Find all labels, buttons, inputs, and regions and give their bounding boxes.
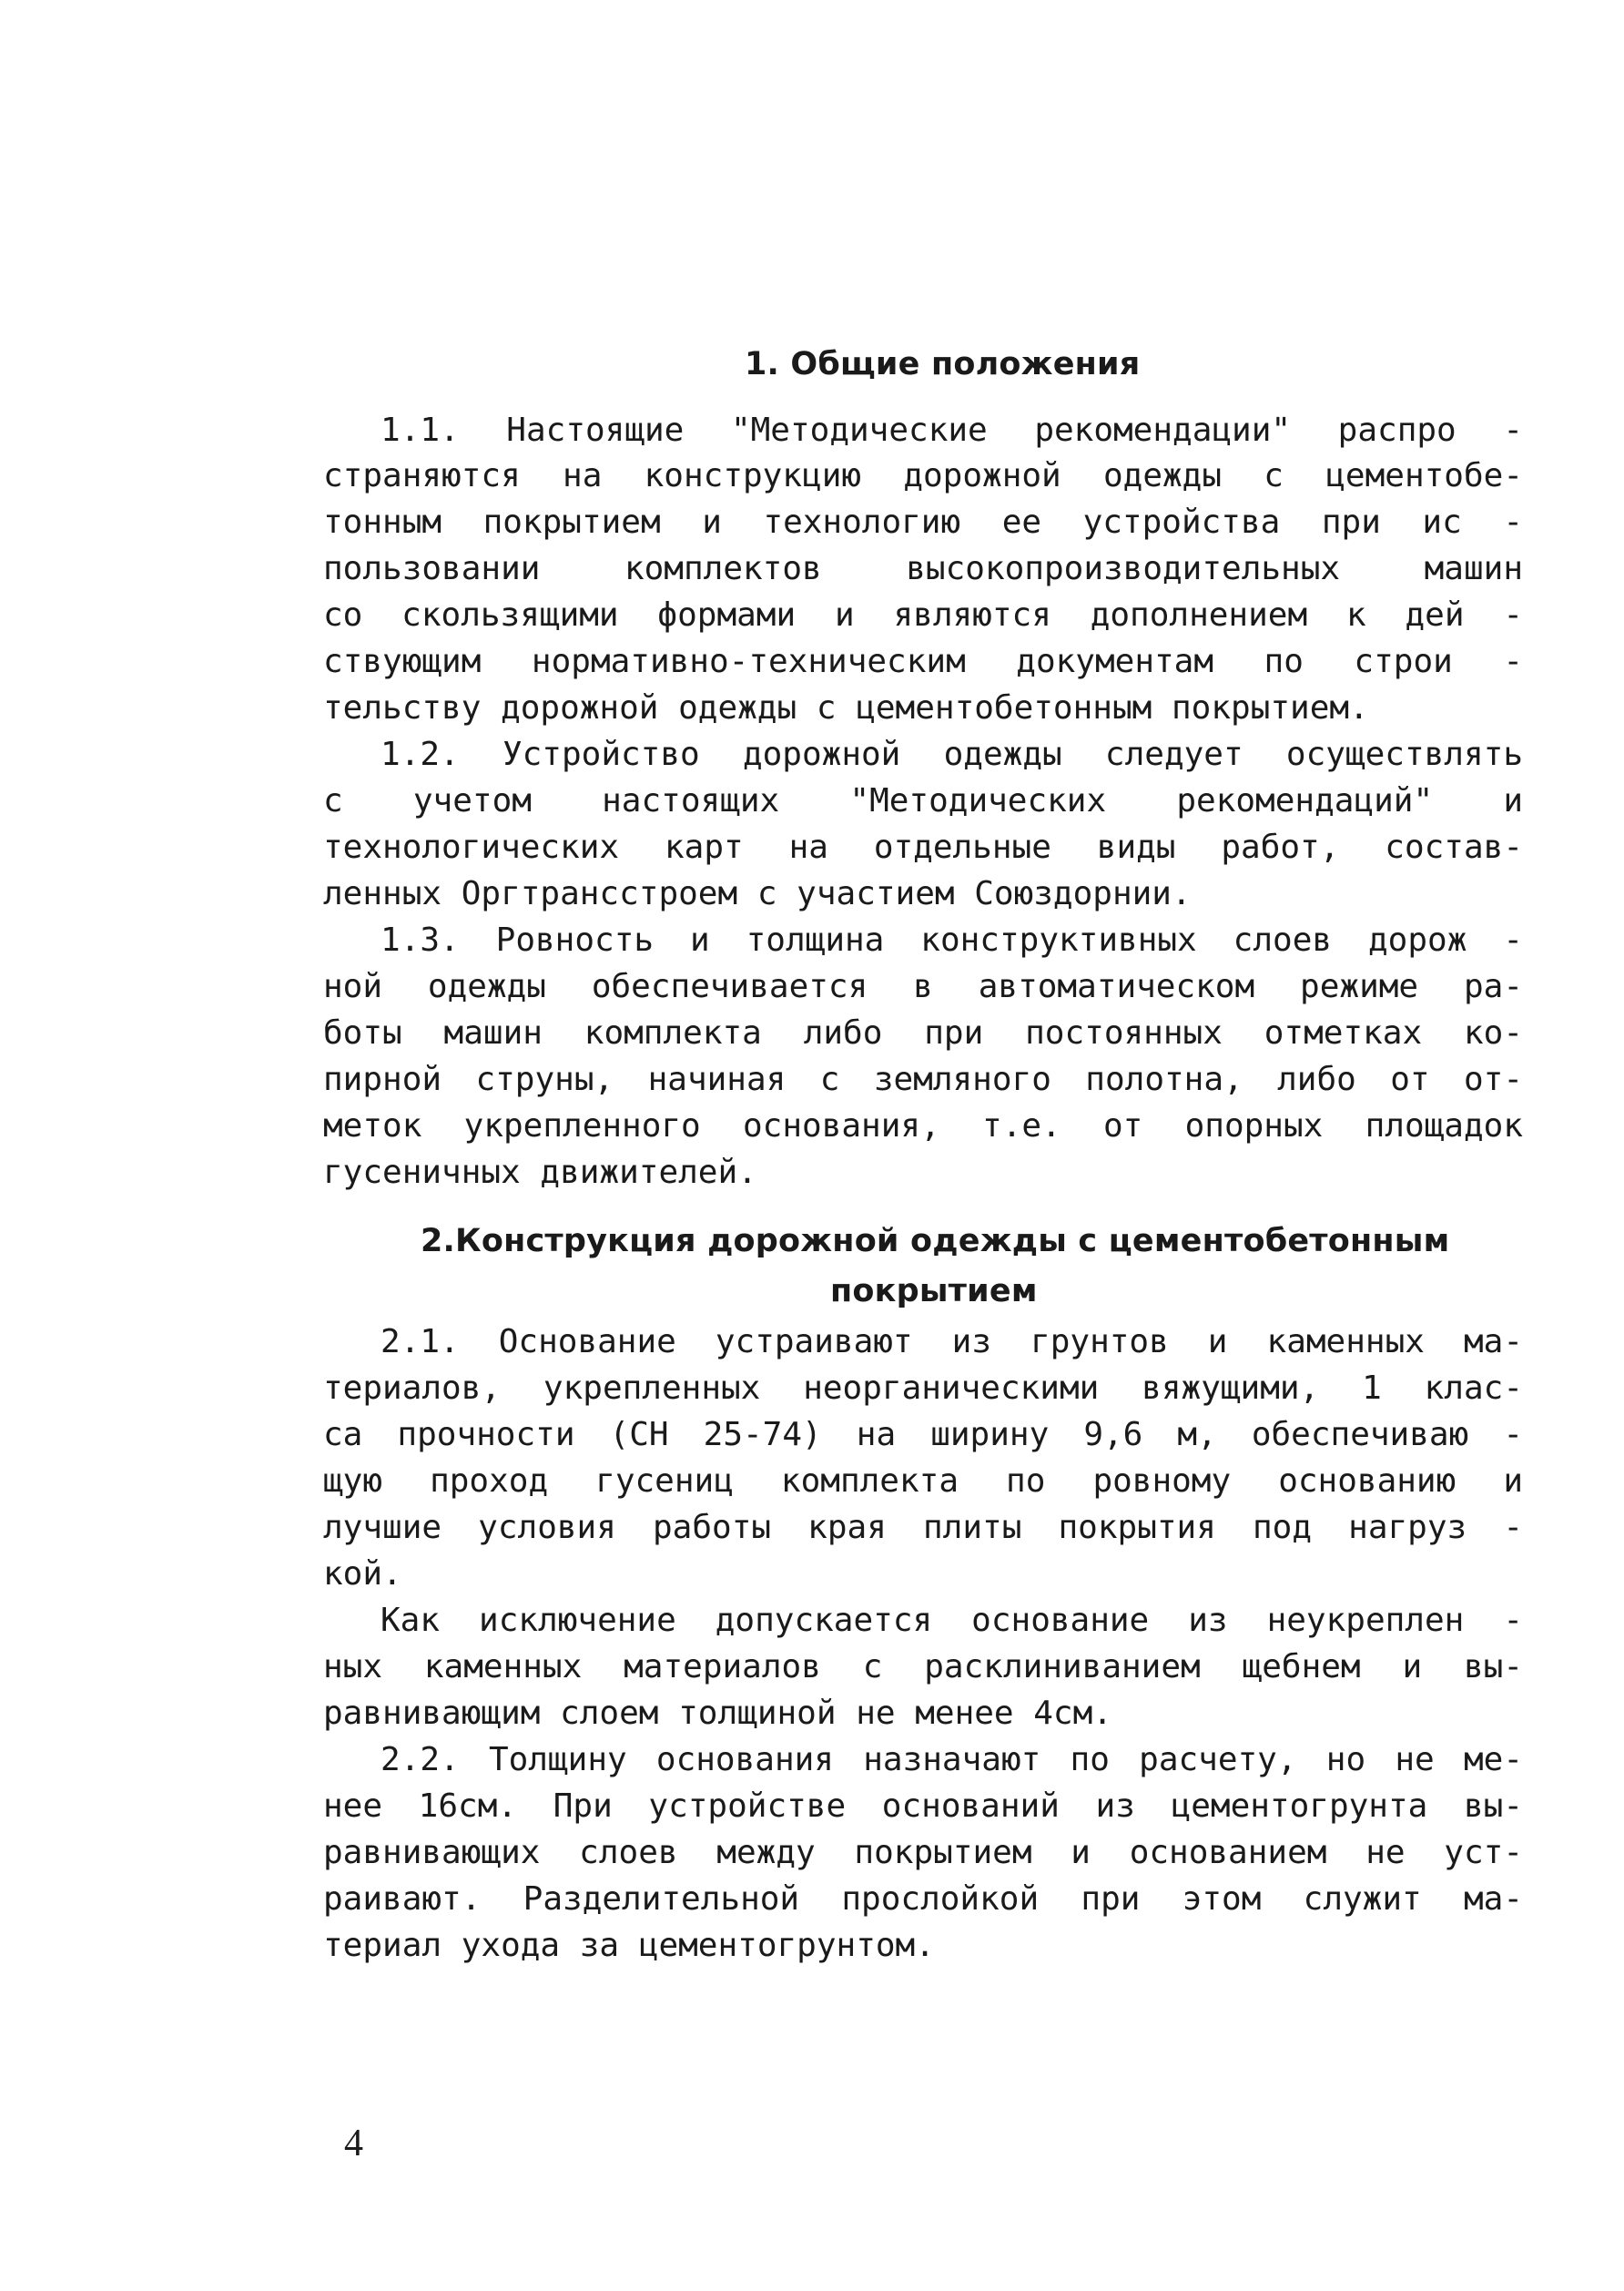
paragraph-line: боты машин комплекта либо при постоянных отметках ко- — [323, 1014, 1523, 1052]
paragraph-line: териал ухода за цементогрунтом. — [323, 1927, 935, 1964]
paragraph-line: тонным покрытием и технологию ее устройства при ис - — [323, 504, 1523, 541]
paragraph-line: кой. — [323, 1555, 402, 1593]
paragraph-line: 1.3. Ровность и толщина конструктивных слоев дорож - — [381, 921, 1523, 959]
paragraph-line: териалов, укрепленных неорганическими вяжущими, 1 клас- — [323, 1370, 1523, 1407]
paragraph-line: гусеничных движителей. — [323, 1154, 757, 1191]
paragraph-line: щую проход гусениц комплекта по ровному основанию и — [323, 1462, 1523, 1500]
paragraph-line: нее 16см. При устройстве оснований из цементогрунта вы- — [323, 1787, 1523, 1825]
paragraph-line: равнивающих слоев между покрытием и основанием не уст- — [323, 1834, 1523, 1871]
section-2-heading-continued: покрытием — [830, 1273, 1038, 1309]
paragraph-line: страняются на конструкцию дорожной одежды с цементобе- — [323, 457, 1523, 494]
paragraph-line: ленных Оргтрансстроем с участием Союздорнии. — [323, 875, 1192, 912]
paragraph-line: лучшие условия работы края плиты покрытия под нагруз - — [323, 1509, 1523, 1546]
paragraph-line: 2.1. Основание устраивают из грунтов и каменных ма- — [381, 1323, 1523, 1360]
paragraph-line: ной одежды обеспечивается в автоматическом режиме ра- — [323, 968, 1523, 1005]
paragraph-line: ных каменных материалов с расклиниванием щебнем и вы- — [323, 1648, 1523, 1685]
page-number: 4 — [344, 2123, 363, 2164]
section-1-heading: 1. Общие положения — [745, 346, 1141, 382]
paragraph-line: 1.1. Настоящие "Методические рекомендации" распро - — [381, 412, 1523, 449]
paragraph-line: Как исключение допускается основание из неукреплен - — [381, 1602, 1523, 1639]
paragraph-line: меток укрепленного основания, т.е. от опорных площадок — [323, 1107, 1523, 1145]
paragraph-line: с учетом настоящих "Методических рекомендаций" и — [323, 782, 1523, 820]
paragraph-line: пользовании комплектов высокопроизводительных машин — [323, 550, 1523, 587]
paragraph-line: равнивающим слоем толщиной не менее 4см. — [323, 1695, 1112, 1732]
paragraph-line: 1.2. Устройство дорожной одежды следует осуществлять — [381, 736, 1523, 773]
paragraph-line: со скользящими формами и являются дополнением к дей - — [323, 596, 1523, 634]
paragraph-line: ствующим нормативно-техническим документам по строи - — [323, 643, 1523, 680]
section-2-heading: 2.Конструкция дорожной одежды с цементобетонным — [421, 1223, 1450, 1259]
paragraph-line: технологических карт на отдельные виды работ, состав- — [323, 829, 1523, 866]
paragraph-line: 2.2. Толщину основания назначают по расчету, но не ме- — [381, 1741, 1523, 1778]
paragraph-line: са прочности (СН 25-74) на ширину 9,6 м, обеспечиваю - — [323, 1416, 1523, 1453]
paragraph-line: пирной струны, начиная с земляного полотна, либо от от- — [323, 1061, 1523, 1098]
paragraph-line: раивают. Разделительной прослойкой при этом служит ма- — [323, 1880, 1523, 1918]
paragraph-line: тельству дорожной одежды с цементобетонным покрытием. — [323, 689, 1369, 727]
